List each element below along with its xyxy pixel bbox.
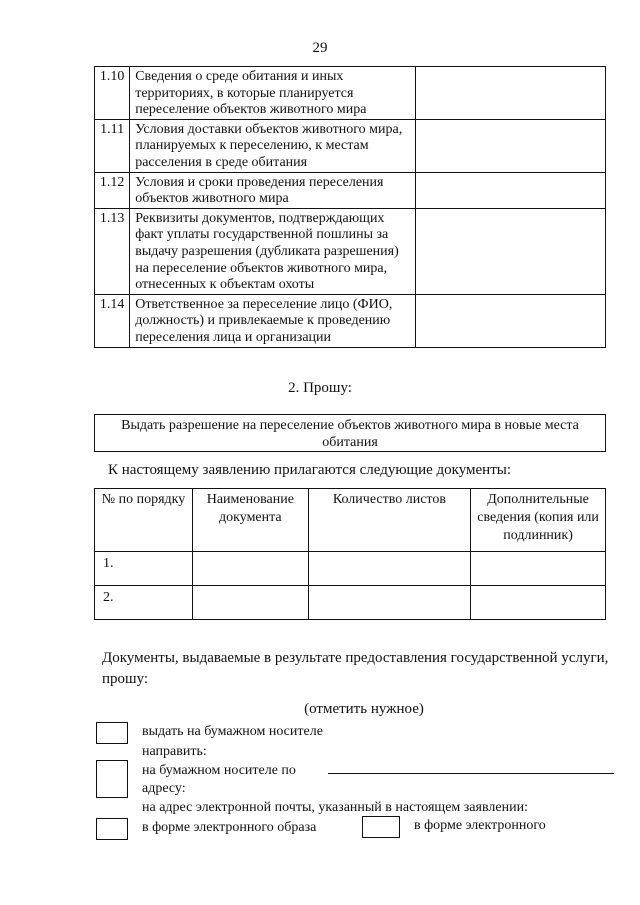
row-value-cell[interactable] xyxy=(415,119,605,172)
row-value-cell[interactable] xyxy=(415,172,605,208)
row-description: Условия доставки объектов животного мира, планируемых к переселению, к местам расселения в среде обитания xyxy=(130,119,416,172)
row-number: 1.11 xyxy=(95,119,130,172)
electronic-image-label: в форме электронного образа xyxy=(142,820,317,835)
document-name-cell[interactable] xyxy=(193,586,309,620)
request-box: Выдать разрешение на переселение объектов животного мира в новые места обитания xyxy=(94,414,606,452)
paper-address-label: на бумажном носителе по xyxy=(142,763,296,778)
table-header-row xyxy=(95,489,606,552)
attached-documents-label: К настоящему заявлению прилагаются следующие документы: xyxy=(108,462,512,478)
electronic-checkbox[interactable] xyxy=(362,816,400,838)
attached-documents-table xyxy=(94,488,606,620)
address-input-line[interactable] xyxy=(328,773,614,774)
column-header-name: Наименование документа xyxy=(193,489,309,552)
row-value-cell[interactable] xyxy=(415,208,605,294)
row-description: Реквизиты документов, подтверждающих факт уплаты государственной пошлины за выдачу разрешения (дубликата разрешения) на переселение объектов животного мира, отнесенных к объектам охоты xyxy=(130,208,416,294)
paper-issue-checkbox[interactable] xyxy=(96,722,128,744)
extra-info-cell[interactable] xyxy=(471,552,606,586)
row-number: 2. xyxy=(95,586,193,620)
column-header-number: № по порядку xyxy=(95,489,193,552)
table-row xyxy=(95,208,606,294)
row-description: Сведения о среде обитания и иных территориях, в которые планируется переселение объектов животного мира xyxy=(130,67,416,120)
row-value-cell[interactable] xyxy=(415,294,605,347)
paper-issue-label: выдать на бумажном носителе xyxy=(142,724,323,739)
row-value-cell[interactable] xyxy=(415,67,605,120)
electronic-label: в форме электронного xyxy=(414,818,546,833)
send-label: направить: xyxy=(142,744,207,759)
row-description: Ответственное за переселение лицо (ФИО, должность) и привлекаемые к проведению переселения лица и организации xyxy=(130,294,416,347)
paper-address-checkbox[interactable] xyxy=(96,760,128,798)
row-number: 1.12 xyxy=(95,172,130,208)
document-name-cell[interactable] xyxy=(193,552,309,586)
issued-documents-label: Документы, выдаваемые в результате предоставления государственной услуги, прошу: xyxy=(102,650,609,687)
column-header-sheets: Количество листов xyxy=(308,489,470,552)
table-row xyxy=(95,586,606,620)
application-info-table xyxy=(94,66,606,348)
row-number: 1. xyxy=(95,552,193,586)
table-row xyxy=(95,172,606,208)
extra-info-cell[interactable] xyxy=(471,586,606,620)
section-title: 2. Прошу: xyxy=(288,380,352,396)
electronic-image-checkbox[interactable] xyxy=(96,818,128,840)
row-number: 1.14 xyxy=(95,294,130,347)
row-description: Условия и сроки проведения переселения объектов животного мира xyxy=(130,172,416,208)
column-header-extra: Дополнительные сведения (копия или подлинник) xyxy=(471,489,606,552)
table-row xyxy=(95,294,606,347)
row-number: 1.13 xyxy=(95,208,130,294)
row-number: 1.10 xyxy=(95,67,130,120)
table-row xyxy=(95,552,606,586)
email-label: на адрес электронной почты, указанный в настоящем заявлении: xyxy=(142,800,528,815)
table-row xyxy=(95,67,606,120)
page-number: 29 xyxy=(312,40,328,56)
table-row xyxy=(95,119,606,172)
address-label: адресу: xyxy=(142,781,186,796)
mark-needed-hint: (отметить нужное) xyxy=(304,701,424,717)
sheet-count-cell[interactable] xyxy=(308,552,470,586)
sheet-count-cell[interactable] xyxy=(308,586,470,620)
